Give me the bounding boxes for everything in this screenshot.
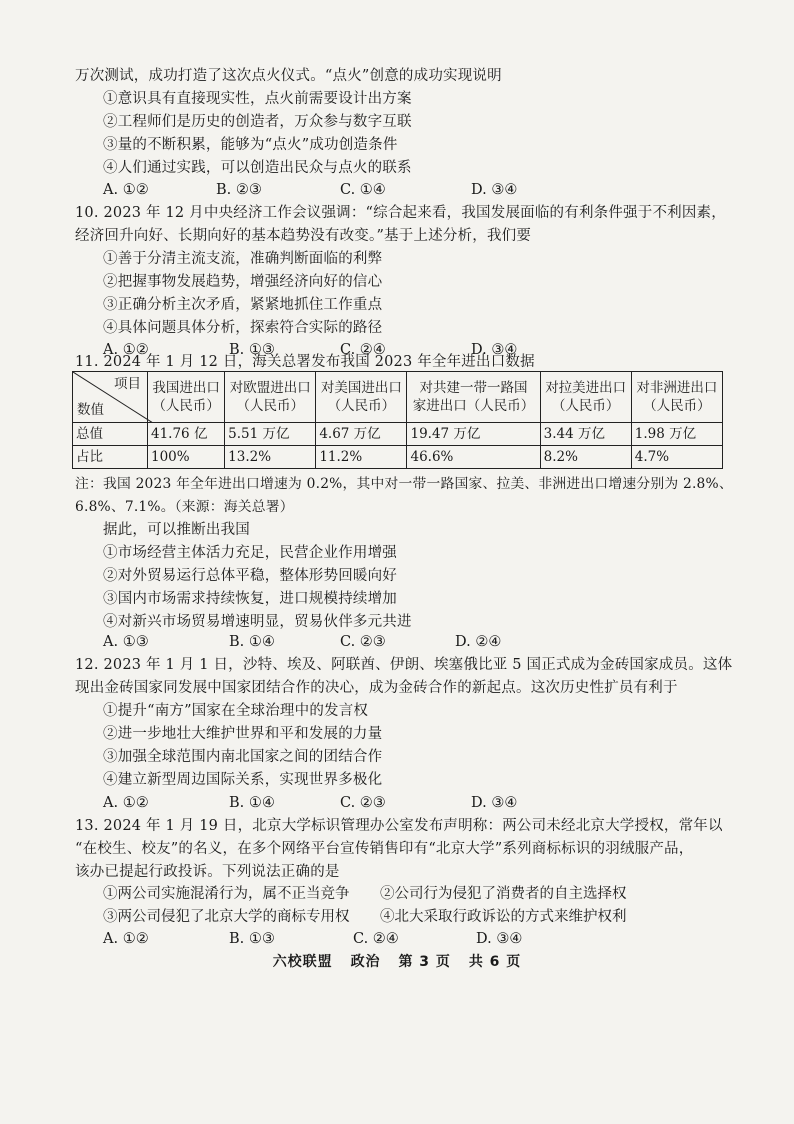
q13-option-c: C. ②④ bbox=[353, 931, 399, 947]
table-cell: 4.67 万亿 bbox=[316, 423, 407, 446]
q13-option-b: B. ①③ bbox=[229, 931, 275, 947]
table-cell: 100% bbox=[148, 446, 225, 469]
q10-item-4: ④具体问题具体分析，探索符合实际的路径 bbox=[103, 320, 383, 336]
q12-option-a: A. ①② bbox=[103, 795, 149, 811]
q9-option-c: C. ①④ bbox=[340, 182, 386, 198]
table-row bbox=[73, 423, 723, 446]
q9-item-4: ④人们通过实践，可以创造出民众与点火的联系 bbox=[103, 160, 412, 176]
q13-items-row-2 bbox=[103, 907, 723, 927]
table-cell: 4.7% bbox=[631, 446, 722, 469]
table-cell: 8.2% bbox=[540, 446, 631, 469]
q13-item-3: ③两公司侵犯了北京大学的商标专用权 bbox=[103, 909, 350, 925]
table-header-cell: 对共建一带一路国 家进出口（人民币） bbox=[407, 372, 540, 423]
q9-item-2: ②工程师们是历史的创造者，万众参与数字互联 bbox=[103, 114, 412, 130]
q9-option-b: B. ②③ bbox=[216, 182, 262, 198]
table-cell: 13.2% bbox=[225, 446, 316, 469]
table-row-label: 占比 bbox=[73, 446, 148, 469]
corner-label-item: 项目 bbox=[114, 376, 141, 392]
q10-option-b: B. ①③ bbox=[229, 342, 275, 358]
table-cell: 1.98 万亿 bbox=[631, 423, 722, 446]
q13-stem-line-3: 该办已提起行政投诉。下列说法正确的是 bbox=[75, 864, 340, 880]
q9-option-a: A. ①② bbox=[103, 182, 149, 198]
q10-option-d: D. ③④ bbox=[471, 342, 518, 358]
table-header-cell: 对拉美进出口 （人民币） bbox=[540, 372, 631, 423]
q10-stem-line-2: 经济回升向好、长期向好的基本趋势没有改变。”基于上述分析，我们要 bbox=[75, 228, 532, 244]
q12-option-d: D. ③④ bbox=[471, 795, 518, 811]
q11-option-d: D. ②④ bbox=[455, 634, 502, 650]
q10-option-c: C. ②④ bbox=[340, 342, 386, 358]
q13-option-a: A. ①② bbox=[103, 931, 149, 947]
q10-option-a: A. ①② bbox=[103, 342, 149, 358]
q13-options bbox=[103, 929, 703, 949]
footer-subject: 政治 bbox=[350, 954, 381, 970]
table-cell: 11.2% bbox=[316, 446, 407, 469]
table-row bbox=[73, 446, 723, 469]
q12-item-1: ①提升“南方”国家在全球治理中的发言权 bbox=[103, 703, 369, 719]
q13-stem-line-2: “在校生、校友”的名义，在多个网络平台宣传销售印有“北京大学”系列商标标识的羽绒服产品， bbox=[75, 841, 694, 857]
q10-stem-line-1: 10. 2023 年 12 月中央经济工作会议强调：“综合起来看，我国发展面临的有利条件强于不利因素， bbox=[75, 205, 726, 221]
table-cell: 5.51 万亿 bbox=[225, 423, 316, 446]
q12-item-4: ④建立新型周边国际关系，实现世界多极化 bbox=[103, 772, 383, 788]
q12-stem-line-2: 现出金砖国家同发展中国家团结合作的决心，成为金砖合作的新起点。这次历史性扩员有利于 bbox=[75, 680, 678, 696]
q11-item-2: ②对外贸易运行总体平稳，整体形势回暖向好 bbox=[103, 568, 397, 584]
table-header-cell: 我国进出口 （人民币） bbox=[148, 372, 225, 423]
q13-item-1: ①两公司实施混淆行为，属不正当竞争 bbox=[103, 886, 350, 902]
footer-page-number: 第 3 页 bbox=[398, 954, 451, 970]
q10-item-3: ③正确分析主次矛盾，紧紧地抓住工作重点 bbox=[103, 297, 383, 313]
footer-total-pages: 共 6 页 bbox=[468, 954, 522, 970]
q11-note-line-1: 注：我国 2023 年全年进出口增速为 0.2%，其中对一带一路国家、拉美、非洲进出口增速分别为 2.8%、 bbox=[75, 476, 733, 492]
q11-item-4: ④对新兴市场贸易增速明显，贸易伙伴多元共进 bbox=[103, 614, 412, 630]
q11-item-3: ③国内市场需求持续恢复，进口规模持续增加 bbox=[103, 591, 397, 607]
q10-item-1: ①善于分清主流支流，准确判断面临的利弊 bbox=[103, 251, 383, 267]
table-header-cell: 对非洲进出口 （人民币） bbox=[631, 372, 722, 423]
q9-item-3: ③量的不断积累，能够为“点火”成功创造条件 bbox=[103, 137, 398, 153]
q13-item-2: ②公司行为侵犯了消费者的自主选择权 bbox=[380, 886, 627, 902]
q9-item-1: ①意识具有直接现实性，点火前需要设计出方案 bbox=[103, 91, 412, 107]
q13-stem-line-1: 13. 2024 年 1 月 19 日，北京大学标识管理办公室发布声明称：两公司未经北京大学授权，常年以 bbox=[75, 818, 723, 834]
q12-item-3: ③加强全球范围内南北国家之间的团结合作 bbox=[103, 749, 383, 765]
table-cell: 41.76 亿 bbox=[148, 423, 225, 446]
q12-option-b: B. ①④ bbox=[229, 795, 275, 811]
q13-option-d: D. ③④ bbox=[476, 931, 523, 947]
table-header-cell: 对美国进出口 （人民币） bbox=[316, 372, 407, 423]
q12-stem-line-1: 12. 2023 年 1 月 1 日，沙特、埃及、阿联酋、伊朗、埃塞俄比亚 5 国正式成为金砖国家成员。这体 bbox=[75, 657, 733, 673]
q11-option-b: B. ①④ bbox=[229, 634, 275, 650]
q9-options bbox=[103, 180, 703, 200]
page-footer bbox=[0, 951, 794, 971]
table-header-row bbox=[73, 372, 723, 423]
q10-item-2: ②把握事物发展趋势，增强经济向好的信心 bbox=[103, 274, 383, 290]
q11-prompt: 据此，可以推断出我国 bbox=[103, 522, 250, 538]
table-cell: 19.47 万亿 bbox=[407, 423, 540, 446]
q11-option-c: C. ②③ bbox=[340, 634, 386, 650]
table-header-cell: 对欧盟进出口 （人民币） bbox=[225, 372, 316, 423]
table-cell: 3.44 万亿 bbox=[540, 423, 631, 446]
q12-options bbox=[103, 793, 703, 813]
footer-school: 六校联盟 bbox=[272, 954, 333, 970]
q12-option-c: C. ②③ bbox=[340, 795, 386, 811]
q11-options bbox=[103, 632, 703, 652]
q13-items-row-1 bbox=[103, 884, 723, 904]
q13-item-4: ④北大采取行政诉讼的方式来维护权利 bbox=[380, 909, 627, 925]
table-cell: 46.6% bbox=[407, 446, 540, 469]
q9-option-d: D. ③④ bbox=[471, 182, 518, 198]
q9-intro: 万次测试，成功打造了这次点火仪式。“点火”创意的成功实现说明 bbox=[75, 68, 502, 84]
corner-label-value: 数值 bbox=[77, 402, 104, 418]
q11-note-line-2: 6.8%、7.1%。（来源：海关总署） bbox=[75, 499, 294, 515]
q12-item-2: ②进一步地壮大维护世界和平和发展的力量 bbox=[103, 726, 383, 742]
q11-item-1: ①市场经营主体活力充足，民营企业作用增强 bbox=[103, 545, 397, 561]
q11-option-a: A. ①③ bbox=[103, 634, 149, 650]
table-row-label: 总值 bbox=[73, 423, 148, 446]
trade-data-table bbox=[72, 371, 723, 469]
q11-stem-line-1: 11. 2024 年 1 月 12 日，海关总署发布我国 2023 年全年进出口数据 bbox=[75, 354, 535, 370]
table-corner-cell bbox=[73, 372, 148, 423]
